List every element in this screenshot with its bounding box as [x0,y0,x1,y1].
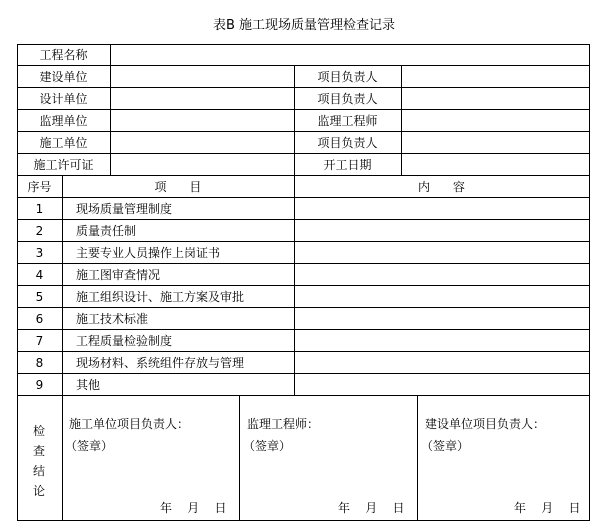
item-name: 施工图审查情况 [76,268,161,282]
col-line [110,44,111,175]
row-line [17,197,590,198]
row-line [17,351,590,352]
row-line [17,153,590,154]
row-line [17,263,590,264]
row-line [17,373,590,374]
conclusion-construction-seal: （签章） [65,439,114,453]
item-no: 7 [35,334,44,348]
conclusion-label-char: 结 [33,464,46,478]
header-seq: 序号 [27,180,52,194]
item-name: 施工技术标准 [76,312,149,326]
table-border-bottom [17,520,590,521]
row-line [17,87,590,88]
row-line [17,131,590,132]
header-content: 内 容 [418,180,465,194]
col-line [417,396,418,521]
item-name: 其他 [76,378,101,392]
info-mid-label-owner: 项目负责人 [317,70,378,84]
row-line [17,285,590,286]
info-label-supervision: 监理单位 [39,114,88,128]
col-line [62,176,63,521]
inspection-record-table [17,44,590,521]
conclusion-supervision-date: 年 月 日 [338,501,405,515]
item-name: 施工组织设计、施工方案及审批 [76,290,245,304]
col-line [294,176,295,395]
item-no: 3 [35,246,44,260]
conclusion-label-char: 查 [33,444,46,458]
conclusion-construction-date: 年 月 日 [160,501,227,515]
row-line [17,219,590,220]
info-label-project-name: 工程名称 [39,48,88,62]
item-name: 现场材料、系统组件存放与管理 [76,356,245,370]
info-mid-label-construction: 项目负责人 [317,136,378,150]
row-line [17,241,590,242]
row-line [17,175,590,176]
item-no: 8 [35,356,44,370]
conclusion-supervision-seal: （签章） [243,439,292,453]
conclusion-construction-title: 施工单位项目负责人： [69,417,190,431]
table-border-right [589,44,590,521]
conclusion-owner-date: 年 月 日 [514,501,581,515]
header-item: 项 目 [154,180,202,194]
row-line [17,329,590,330]
conclusion-label-char: 论 [33,484,46,498]
item-no: 5 [35,290,44,304]
info-mid-label-supervision: 监理工程师 [317,114,378,128]
info-label-construction: 施工单位 [39,136,88,150]
item-no: 6 [35,312,44,326]
info-mid-label-design: 项目负责人 [317,92,378,106]
table-border-top [17,44,590,45]
item-no: 4 [35,268,44,282]
conclusion-supervision-title: 监理工程师： [247,417,320,431]
item-name: 工程质量检验制度 [76,334,173,348]
info-label-owner: 建设单位 [39,70,88,84]
item-no: 1 [35,202,44,216]
item-name: 现场质量管理制度 [76,202,173,216]
row-line [17,65,590,66]
row-line [17,395,590,396]
col-line [239,396,240,521]
info-label-design: 设计单位 [39,92,88,106]
conclusion-owner-seal: （签章） [421,439,470,453]
info-label-permit: 施工许可证 [33,158,94,172]
info-mid-label-start-date: 开工日期 [323,158,372,172]
conclusion-owner-title: 建设单位项目负责人： [425,417,546,431]
row-line [17,109,590,110]
row-line [17,307,590,308]
form-title: 表B 施工现场质量管理检查记录 [212,18,396,33]
item-name: 主要专业人员操作上岗证书 [76,246,221,260]
item-no: 2 [35,224,44,238]
item-name: 质量责任制 [76,224,137,238]
item-no: 9 [35,378,44,392]
col-line [401,66,402,175]
conclusion-label-char: 检 [33,424,46,438]
